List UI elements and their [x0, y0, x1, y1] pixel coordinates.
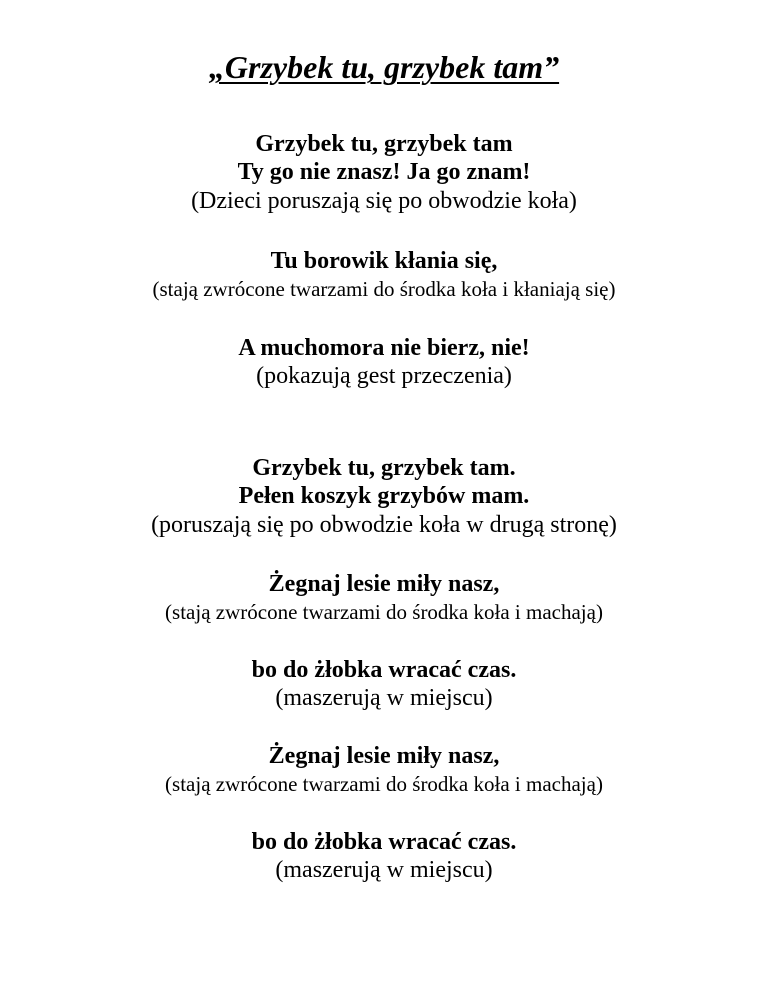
instruction-line: (stają zwrócone twarzami do środka koła i machają): [165, 772, 603, 796]
lyric-line: Tu borowik kłania się,: [270, 248, 498, 274]
lyric-line: Pełen koszyk grzybów mam.: [238, 483, 530, 509]
lyric-line: Żegnaj lesie miły nasz,: [268, 571, 500, 597]
song-title: [0, 47, 768, 87]
lyric-line: bo do żłobka wracać czas.: [251, 829, 517, 855]
instruction-line: (stają zwrócone twarzami do środka koła i machają): [165, 600, 603, 624]
lyric-line: Grzybek tu, grzybek tam.: [252, 455, 516, 481]
lyric-line: bo do żłobka wracać czas.: [251, 657, 517, 683]
instruction-line: (maszerują w miejscu): [275, 685, 493, 711]
lyric-line: A muchomora nie bierz, nie!: [238, 335, 530, 361]
instruction-line: (poruszają się po obwodzie koła w drugą stronę): [151, 512, 617, 538]
instruction-line: (Dzieci poruszają się po obwodzie koła): [191, 188, 577, 214]
instruction-line: (maszerują w miejscu): [275, 857, 493, 883]
instruction-line: (pokazują gest przeczenia): [256, 363, 512, 389]
song-title-text: „Grzybek tu, grzybek tam”: [208, 49, 560, 85]
lyric-line: Ty go nie znasz! Ja go znam!: [237, 159, 531, 185]
lyric-line: Grzybek tu, grzybek tam: [255, 131, 513, 157]
lyric-line: Żegnaj lesie miły nasz,: [268, 743, 500, 769]
instruction-line: (stają zwrócone twarzami do środka koła i kłaniają się): [152, 277, 616, 301]
